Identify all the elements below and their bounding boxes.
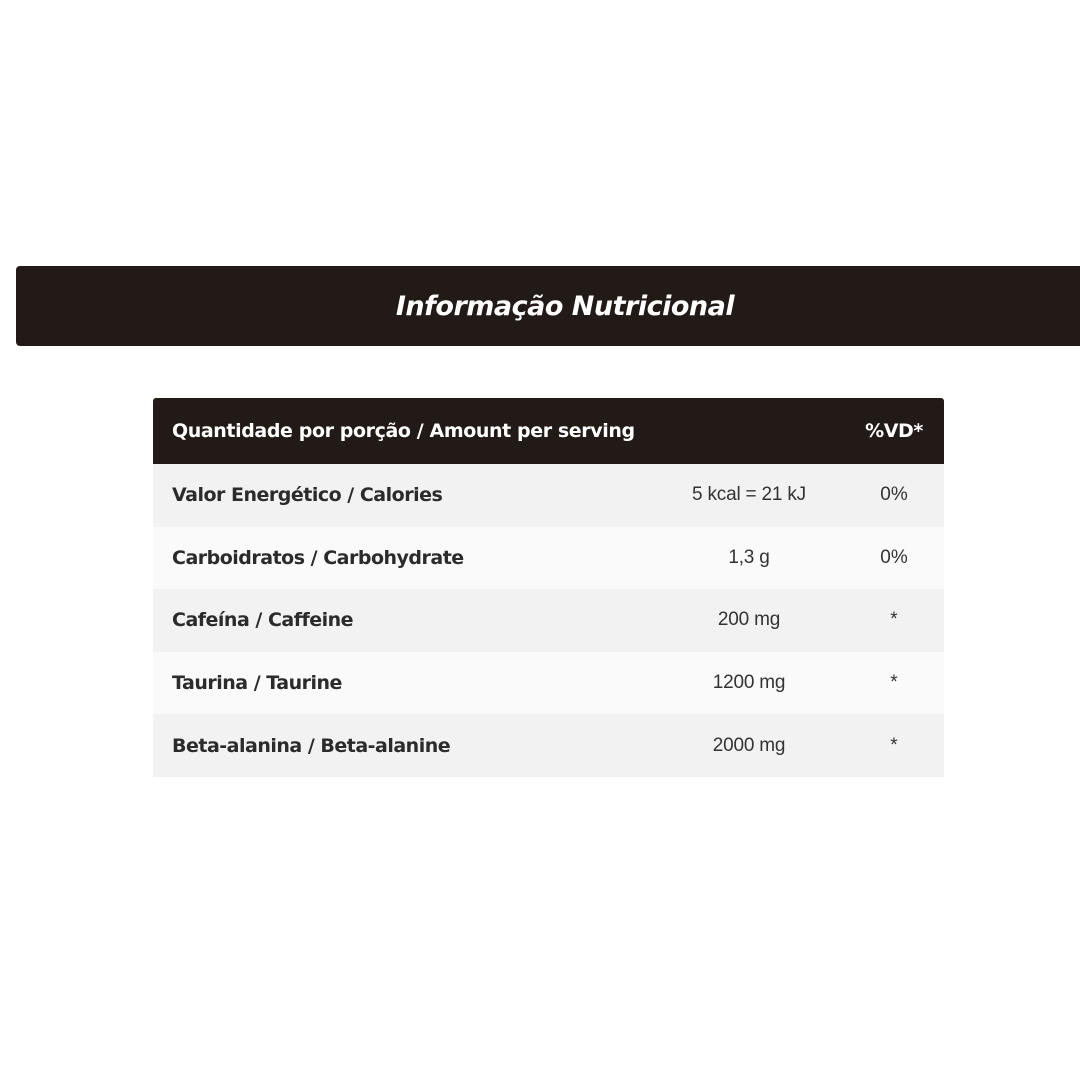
table-row-taurine	[153, 652, 944, 715]
nutrient-daily-value: *	[890, 609, 898, 631]
nutrient-daily-value: *	[890, 734, 898, 756]
title-bar	[16, 266, 1080, 346]
table-row-calories	[153, 464, 944, 527]
nutrient-name: Carboidratos / Carbohydrate	[172, 546, 464, 569]
nutrition-table	[153, 398, 944, 777]
header-daily-value: %VD*	[865, 420, 923, 442]
nutrient-amount: 1,3 g	[728, 546, 770, 568]
header-amount-per-serving: Quantidade por porção / Amount per serving	[172, 420, 635, 442]
nutrient-name: Beta-alanina / Beta-alanine	[172, 734, 451, 757]
nutrient-amount: 5 kcal = 21 kJ	[692, 484, 806, 506]
table-row-beta-alanine	[153, 714, 944, 777]
nutrient-amount: 200 mg	[717, 609, 781, 631]
table-header	[153, 398, 944, 464]
nutrient-daily-value: 0%	[880, 546, 908, 568]
nutrient-name: Cafeína / Caffeine	[172, 609, 354, 632]
nutrient-daily-value: *	[890, 672, 898, 694]
page-title: Informação Nutricional	[395, 290, 735, 322]
table-row-caffeine	[153, 589, 944, 652]
nutrient-daily-value: 0%	[880, 484, 908, 506]
nutrient-name: Taurina / Taurine	[172, 672, 342, 695]
table-row-carbohydrate	[153, 527, 944, 590]
nutrient-name: Valor Energético / Calories	[172, 484, 443, 507]
nutrient-amount: 1200 mg	[712, 672, 786, 694]
nutrient-amount: 2000 mg	[712, 734, 786, 756]
